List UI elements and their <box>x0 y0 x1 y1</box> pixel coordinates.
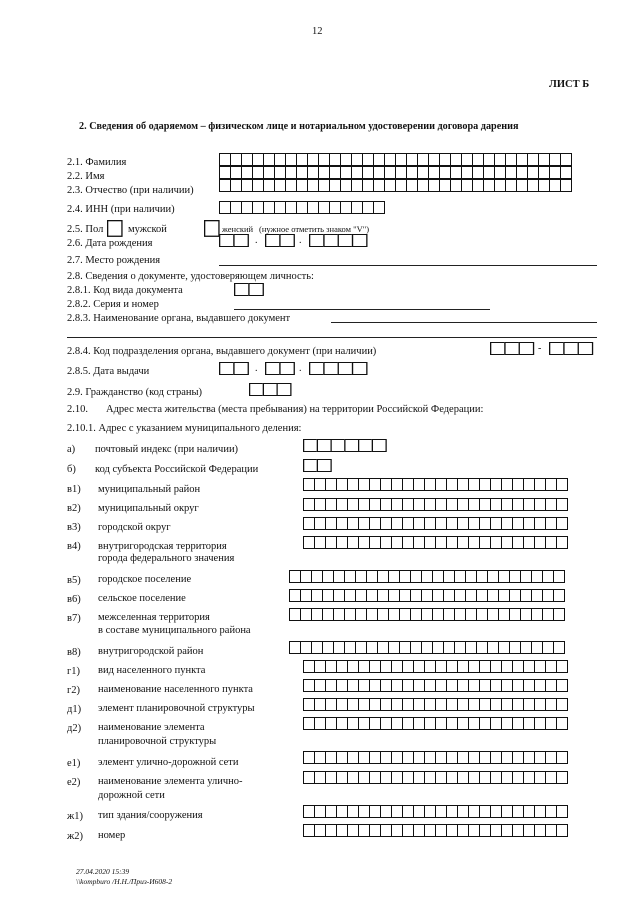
input-cell[interactable] <box>373 201 385 214</box>
input-cell[interactable] <box>549 342 565 355</box>
gender-note: (нужное отметить знаком "V") <box>259 224 370 234</box>
address-cells[interactable] <box>289 641 565 654</box>
input-cell[interactable] <box>556 771 568 784</box>
input-cell[interactable] <box>233 234 249 247</box>
input-cell[interactable] <box>352 362 368 375</box>
citizenship-cells[interactable] <box>249 383 292 396</box>
input-cell[interactable] <box>219 362 235 375</box>
input-cell[interactable] <box>344 439 359 452</box>
issuer-code-cells-2[interactable] <box>549 342 593 355</box>
label-issuer-code: 2.8.4. Код подразделения органа, выдавшего документ (при наличии) <box>67 346 377 357</box>
address-cells[interactable] <box>303 660 568 673</box>
issue-day-cells[interactable] <box>219 362 249 375</box>
label-doc-code: 2.8.1. Код вида документа <box>67 285 183 296</box>
input-cell[interactable] <box>556 679 568 692</box>
input-cell[interactable] <box>338 234 354 247</box>
female-checkbox[interactable] <box>204 220 220 237</box>
input-cell[interactable] <box>519 342 535 355</box>
input-cell[interactable] <box>331 439 346 452</box>
input-cell[interactable] <box>578 342 594 355</box>
address-cells[interactable] <box>303 536 568 549</box>
address-cells[interactable] <box>303 517 568 530</box>
input-cell[interactable] <box>233 362 249 375</box>
footer-ref: \\kompburo /Н.Н./Приз-И608-2 <box>76 877 173 886</box>
address-cells[interactable] <box>289 570 565 583</box>
input-cell[interactable] <box>317 459 332 472</box>
address-cells[interactable] <box>303 698 568 711</box>
input-cell[interactable] <box>556 660 568 673</box>
input-cell[interactable] <box>556 805 568 818</box>
input-cell[interactable] <box>372 439 387 452</box>
input-cell[interactable] <box>303 439 318 452</box>
label-gender: 2.5. Пол <box>67 224 104 235</box>
label-surname: 2.1. Фамилия <box>67 157 127 168</box>
input-cell[interactable] <box>352 234 368 247</box>
label-name: 2.2. Имя <box>67 171 105 182</box>
sheet-title: ЛИСТ Б <box>549 79 590 90</box>
address-cells[interactable] <box>303 679 568 692</box>
label-doc-issuer: 2.8.3. Наименование органа, выдавшего документ <box>67 313 291 324</box>
doc-series-line[interactable] <box>234 309 490 310</box>
section-title: 2. Сведения об одаряемом – физическом лице и нотариальном удостоверении договора дарения <box>79 121 519 132</box>
input-cell[interactable] <box>490 342 506 355</box>
inn-cells[interactable] <box>219 201 385 214</box>
date-dot: . <box>255 235 258 246</box>
address-cells[interactable] <box>303 824 568 837</box>
input-cell[interactable] <box>323 362 339 375</box>
doc-issuer-line-2[interactable] <box>67 337 597 338</box>
input-cell[interactable] <box>560 179 572 192</box>
input-cell[interactable] <box>279 362 295 375</box>
input-cell[interactable] <box>204 220 220 237</box>
input-cell[interactable] <box>556 478 568 491</box>
region-cells[interactable] <box>303 459 332 472</box>
address-cells[interactable] <box>303 498 568 511</box>
birth-month-cells[interactable] <box>265 234 295 247</box>
input-cell[interactable] <box>556 698 568 711</box>
input-cell[interactable] <box>219 234 235 247</box>
input-cell[interactable] <box>556 717 568 730</box>
birth-day-cells[interactable] <box>219 234 249 247</box>
input-cell[interactable] <box>234 283 250 296</box>
address-cells[interactable] <box>289 608 565 621</box>
input-cell[interactable] <box>265 362 281 375</box>
page-number: 12 <box>312 26 323 37</box>
label-inn: 2.4. ИНН (при наличии) <box>67 204 175 215</box>
issue-month-cells[interactable] <box>265 362 295 375</box>
input-cell[interactable] <box>553 608 565 621</box>
input-cell[interactable] <box>556 517 568 530</box>
input-cell[interactable] <box>263 383 278 396</box>
address-cells[interactable] <box>303 771 568 784</box>
input-cell[interactable] <box>556 751 568 764</box>
issuer-code-dash: - <box>538 343 542 354</box>
input-cell[interactable] <box>338 362 354 375</box>
label-citizenship: 2.9. Гражданство (код страны) <box>67 387 203 398</box>
label-female: женский <box>222 224 254 234</box>
date-dot: . <box>299 363 302 374</box>
name-cells[interactable] <box>219 166 572 179</box>
date-dot: . <box>255 363 258 374</box>
doc-code-cells[interactable] <box>234 283 264 296</box>
input-cell[interactable] <box>317 439 332 452</box>
label-birth-place: 2.7. Место рождения <box>67 255 161 266</box>
address-cells[interactable] <box>303 717 568 730</box>
input-cell[interactable] <box>563 342 579 355</box>
address-cells[interactable] <box>303 805 568 818</box>
label-id-doc: 2.8. Сведения о документе, удостоверяющем личность: <box>67 271 314 282</box>
address-cells[interactable] <box>303 751 568 764</box>
address-cells[interactable] <box>289 589 565 602</box>
input-cell[interactable] <box>560 153 572 166</box>
label-doc-series: 2.8.2. Серия и номер <box>67 299 159 310</box>
label-male: мужской <box>128 224 167 235</box>
input-cell[interactable] <box>309 234 325 247</box>
input-cell[interactable] <box>277 383 292 396</box>
input-cell[interactable] <box>248 283 264 296</box>
doc-issuer-line[interactable] <box>331 322 597 323</box>
label-address-mun: 2.10.1. Адрес с указанием муниципального деления: <box>67 423 302 434</box>
label-patronymic: 2.3. Отчество (при наличии) <box>67 185 194 196</box>
issuer-code-cells[interactable] <box>490 342 534 355</box>
input-cell[interactable] <box>504 342 520 355</box>
label-birth-date: 2.6. Дата рождения <box>67 238 153 249</box>
birth-place-line[interactable] <box>219 265 597 266</box>
postal-cells[interactable] <box>303 439 387 452</box>
input-cell[interactable] <box>560 166 572 179</box>
address-num: 2.10. <box>67 404 88 415</box>
input-cell[interactable] <box>553 570 565 583</box>
issue-year-cells[interactable] <box>309 362 368 375</box>
patronymic-cells[interactable] <box>219 179 572 192</box>
input-cell[interactable] <box>553 589 565 602</box>
male-checkbox[interactable] <box>107 220 123 237</box>
input-cell[interactable] <box>556 824 568 837</box>
birth-year-cells[interactable] <box>309 234 368 247</box>
footer-timestamp: 27.04.2020 15:39 <box>76 867 130 876</box>
input-cell[interactable] <box>303 459 318 472</box>
label-issue-date: 2.8.5. Дата выдачи <box>67 366 150 377</box>
input-cell[interactable] <box>358 439 373 452</box>
input-cell[interactable] <box>556 498 568 511</box>
input-cell[interactable] <box>265 234 281 247</box>
date-dot: . <box>299 235 302 246</box>
input-cell[interactable] <box>556 536 568 549</box>
surname-cells[interactable] <box>219 153 572 166</box>
label-address: Адрес места жительства (места пребывания) на территории Российской Федерации: <box>106 404 484 415</box>
address-cells[interactable] <box>303 478 568 491</box>
input-cell[interactable] <box>279 234 295 247</box>
input-cell[interactable] <box>553 641 565 654</box>
input-cell[interactable] <box>107 220 123 237</box>
input-cell[interactable] <box>249 383 264 396</box>
input-cell[interactable] <box>323 234 339 247</box>
input-cell[interactable] <box>309 362 325 375</box>
